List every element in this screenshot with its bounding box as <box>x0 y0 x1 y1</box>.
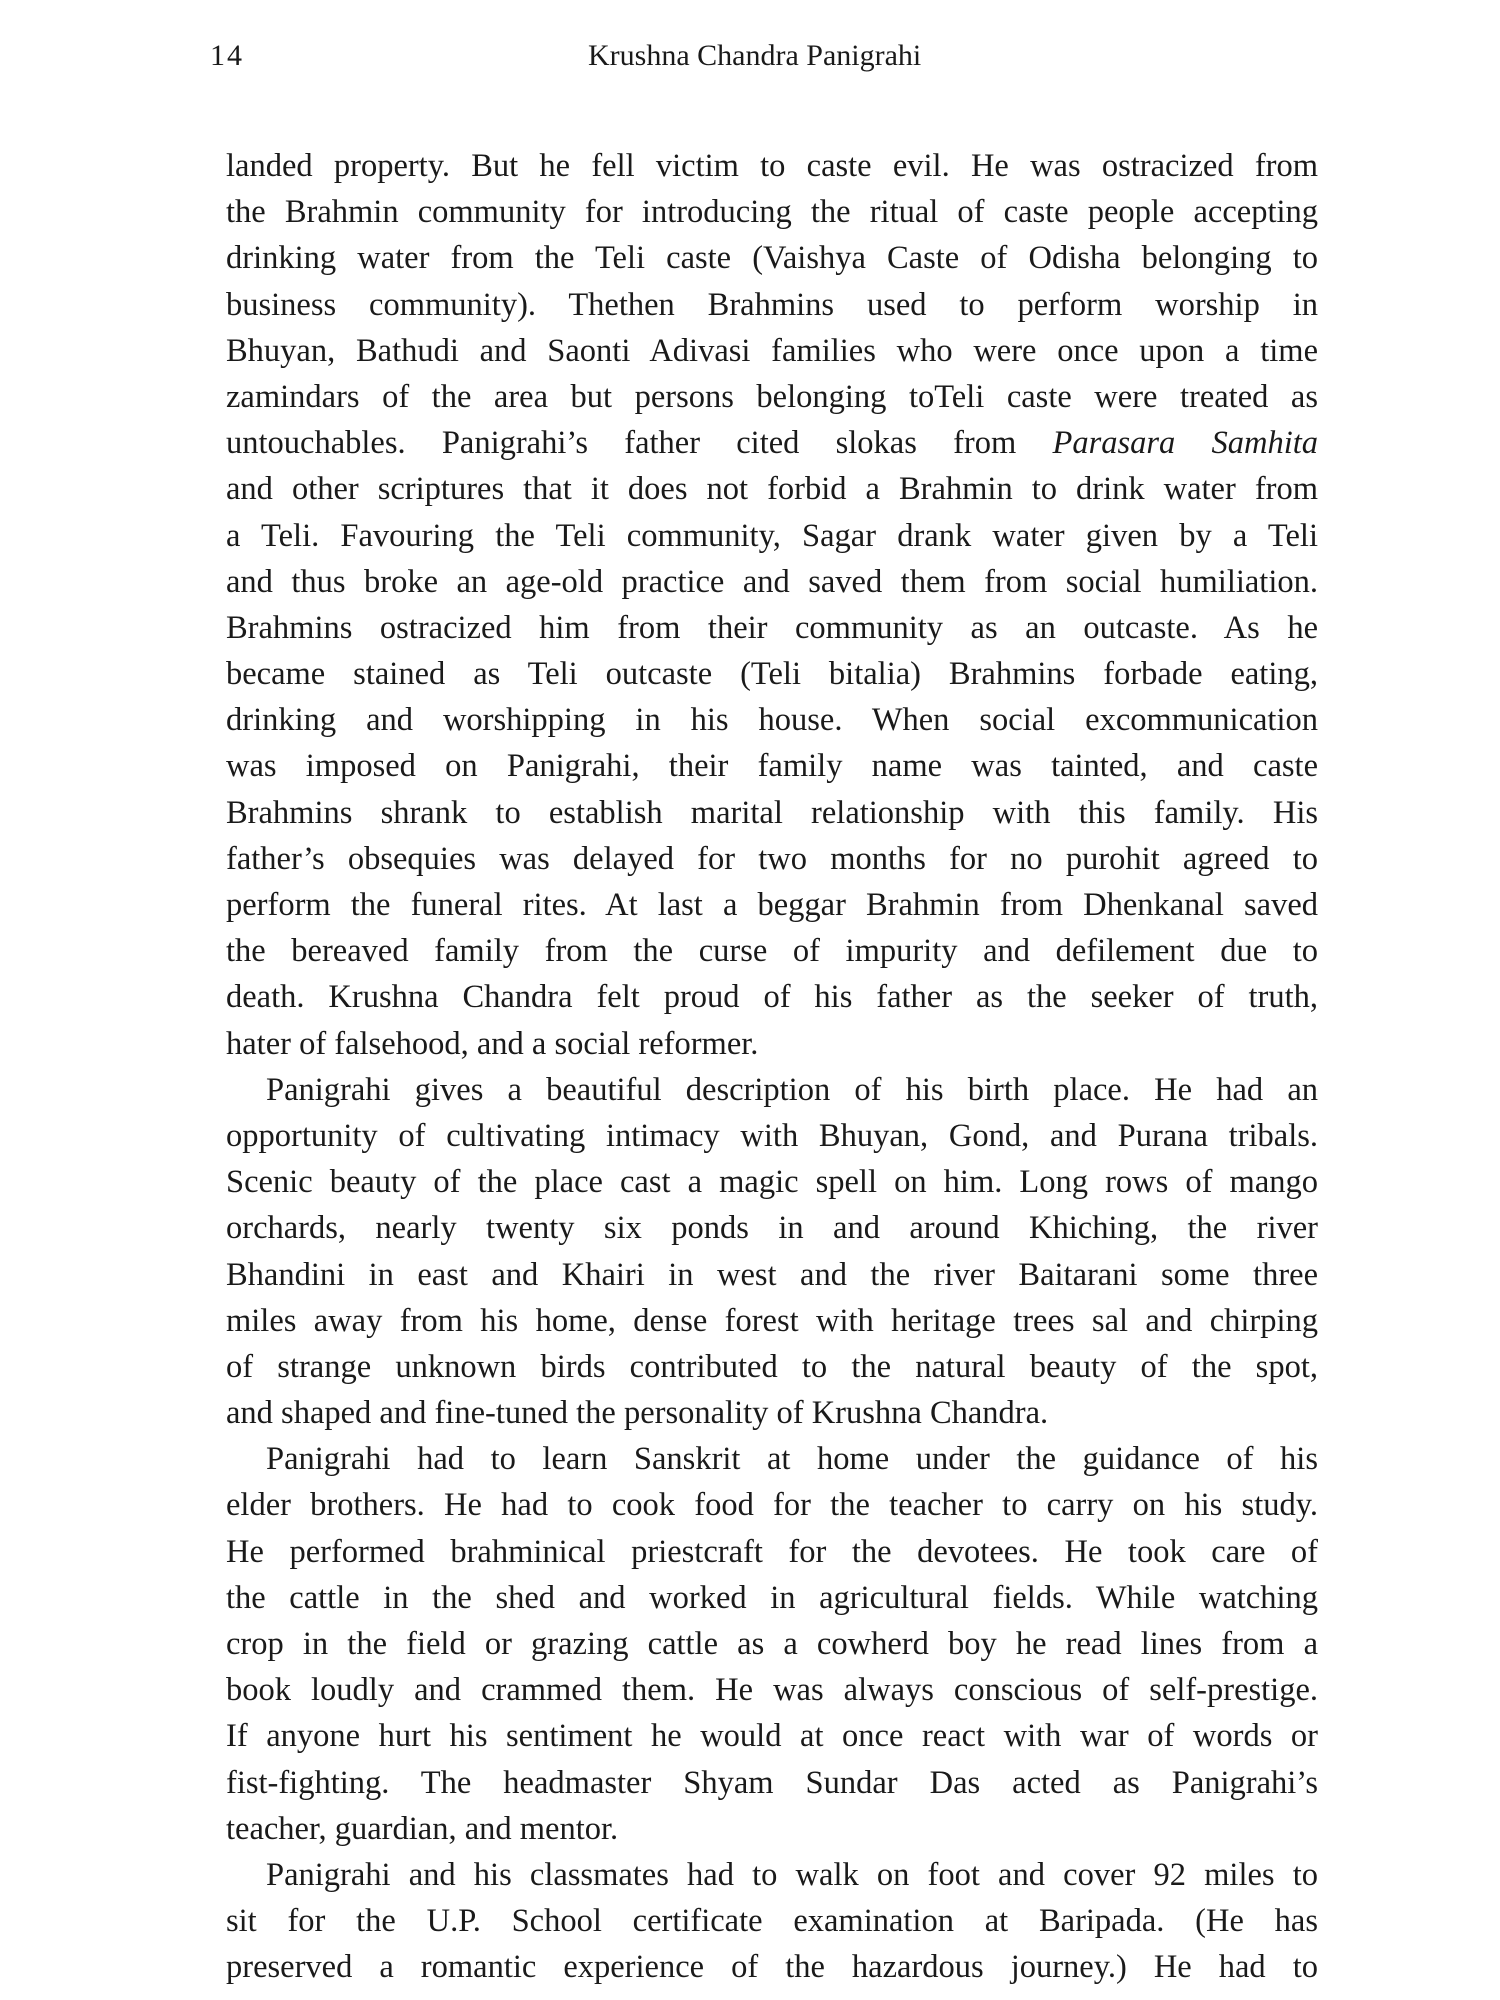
book-title-italic: Parasara Samhita <box>1052 425 1319 462</box>
text-line: perform the funeral rites. At last a beggar Brahmin from Dhenkanal saved <box>226 887 1318 923</box>
text-line: drinking and worshipping in his house. When social excommunication <box>226 702 1318 739</box>
text-segment: untouchables. Panigrahi’s father cited slokas from <box>226 425 1053 462</box>
text-line: death. Krushna Chandra felt proud of his father as the seeker of truth, <box>226 979 1318 1016</box>
text-line: Brahmins shrank to establish marital relationship with this family. His <box>226 794 1318 831</box>
text-line: Scenic beauty of the place cast a magic spell on him. Long rows of mango <box>226 1164 1318 1201</box>
text-line: crop in the field or grazing cattle as a cowherd boy he read lines from a <box>226 1626 1318 1662</box>
text-line: book loudly and crammed them. He was always conscious of self-prestige. <box>226 1672 1318 1709</box>
text-line: became stained as Teli outcaste (Teli bitalia) Brahmins forbade eating, <box>226 656 1318 693</box>
text-line: the bereaved family from the curse of impurity and defilement due to <box>226 933 1318 970</box>
text-line: Bhuyan, Bathudi and Saonti Adivasi families who were once upon a time <box>226 332 1318 369</box>
text-line: opportunity of cultivating intimacy with Bhuyan, Gond, and Purana tribals. <box>226 1117 1318 1154</box>
text-line: and shaped and fine-tuned the personality of Krushna Chandra. <box>226 1395 1049 1432</box>
text-line: business community). Thethen Brahmins used to perform worship in <box>226 286 1318 323</box>
text-line: miles away from his home, dense forest with heritage trees sal and chirping <box>226 1302 1318 1339</box>
running-header <box>0 36 1500 76</box>
text-line: a Teli. Favouring the Teli community, Sagar drank water given by a Teli <box>226 517 1318 554</box>
text-line: hater of falsehood, and a social reformer. <box>226 1025 759 1062</box>
text-line: zamindars of the area but persons belonging toTeli caste were treated as <box>226 378 1318 415</box>
paragraph-first-line: Panigrahi and his classmates had to walk on foot and cover 92 miles to <box>266 1856 1318 1893</box>
text-line: and thus broke an age-old practice and saved them from social humiliation. <box>226 563 1318 600</box>
text-line <box>226 420 1318 466</box>
text-line: sit for the U.P. School certificate examination at Baripada. (He has <box>226 1903 1318 1940</box>
text-line: of strange unknown birds contributed to the natural beauty of the spot, <box>226 1348 1318 1385</box>
text-line: was imposed on Panigrahi, their family name was tainted, and caste <box>226 748 1318 785</box>
running-title: Krushna Chandra Panigrahi <box>588 39 922 72</box>
text-line: If anyone hurt his sentiment he would at once react with war of words or <box>226 1718 1318 1755</box>
text-line: the cattle in the shed and worked in agricultural fields. While watching <box>226 1579 1318 1616</box>
text-line: preserved a romantic experience of the hazardous journey.) He had to <box>226 1949 1318 1986</box>
paragraph-first-line: Panigrahi had to learn Sanskrit at home under the guidance of his <box>266 1441 1318 1478</box>
page-number: 14 <box>210 39 244 72</box>
text-line: He performed brahminical priestcraft for the devotees. He took care of <box>226 1533 1318 1570</box>
text-line: fist-fighting. The headmaster Shyam Sundar Das acted as Panigrahi’s <box>226 1764 1318 1801</box>
text-line: landed property. But he fell victim to caste evil. He was ostracized from <box>226 148 1318 184</box>
text-line: drinking water from the Teli caste (Vaishya Caste of Odisha belonging to <box>226 240 1318 277</box>
text-line: father’s obsequies was delayed for two months for no purohit agreed to <box>226 840 1318 877</box>
text-line: the Brahmin community for introducing the ritual of caste people accepting <box>226 194 1318 231</box>
text-line: Brahmins ostracized him from their community as an outcaste. As he <box>226 609 1318 646</box>
text-line: elder brothers. He had to cook food for the teacher to carry on his study. <box>226 1487 1318 1524</box>
text-line: teacher, guardian, and mentor. <box>226 1810 619 1847</box>
text-line: and other scriptures that it does not forbid a Brahmin to drink water from <box>226 471 1318 508</box>
text-line: orchards, nearly twenty six ponds in and around Khiching, the river <box>226 1210 1318 1247</box>
text-line: Bhandini in east and Khairi in west and the river Baitarani some three <box>226 1256 1318 1293</box>
body-text <box>226 143 1318 1991</box>
paragraph-first-line: Panigrahi gives a beautiful description of his birth place. He had an <box>266 1071 1318 1108</box>
